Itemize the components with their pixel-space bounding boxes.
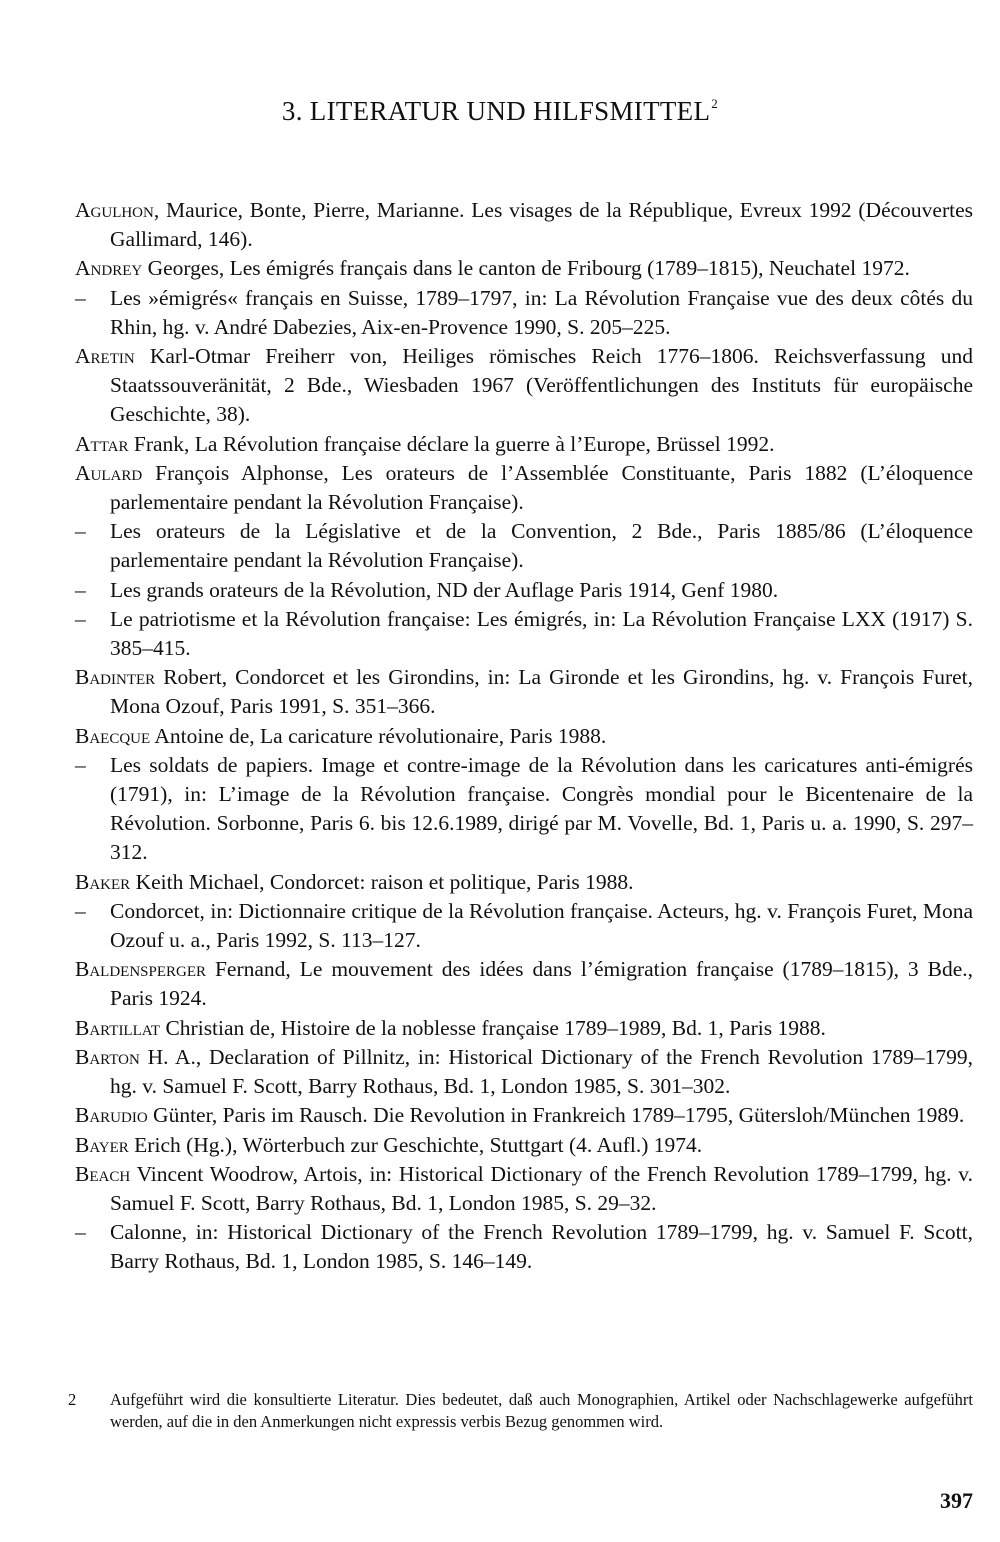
bibliography-subentry [75,1218,973,1276]
entry-text: Fernand, Le mouvement des idées dans l’émigration française (1789–1815), 3 Bde., Paris 1924. [110,957,973,1011]
bibliography-entry [75,254,973,283]
entry-text: , Maurice, Bonte, Pierre, Marianne. Les visages de la République, Evreux 1992 (Découvertes Gallimard, 146). [110,198,973,252]
subentry-dash: – [75,577,86,602]
bibliography-entry [75,955,973,1013]
entry-text: Calonne, in: Historical Dictionary of the French Revolution 1789–1799, hg. v. Samuel F. Scott, Barry Rothaus, Bd. 1, London 1985, S. 146–149. [110,1220,973,1274]
entry-text: Les »émigrés« français en Suisse, 1789–1797, in: La Révolution Française vue des deux côtés du Rhin, hg. v. André Dabezies, Aix-en-Provence 1990, S. 205–225. [110,285,973,339]
entry-text: Les soldats de papiers. Image et contre-image de la Révolution dans les caricatures anti-émigrés (1791), in: L’image de la Révolution française. Congrès mondial pour le Bicentenaire de la Révolution. Sorbonne, Paris 6. bis 12.6.1989, dirigé par M. Vovelle, Bd. 1, Paris u. a. 1990, S. 297–312. [110,752,973,865]
bibliography-entry [75,663,973,721]
bibliography-subentry [75,284,973,342]
subentry-dash: – [75,285,86,310]
bibliography-entry [75,1043,973,1101]
footnote-reference: 2 [711,96,719,111]
bibliography-entry [75,1101,973,1130]
bibliography-subentry [75,605,973,663]
section-heading [0,96,1000,127]
entry-author: Agulhon [75,198,154,222]
entry-author: Beach [75,1161,131,1186]
subentry-dash: – [75,752,86,777]
bibliography-entry [75,722,973,751]
entry-author: Barudio [75,1103,148,1128]
entry-author: Aretin [75,344,135,369]
entry-text: Günter, Paris im Rausch. Die Revolution in Frankreich 1789–1795, Gütersloh/München 1989. [147,1103,965,1128]
footnote-number: 2 [68,1390,77,1409]
bibliography-entry [75,1014,973,1043]
entry-text: Vincent Woodrow, Artois, in: Historical Dictionary of the French Revolution 1789–1799, hg. v. Samuel F. Scott, Barry Rothaus, Bd. 1, London 1985, S. 29–32. [110,1161,973,1215]
bibliography-subentry [75,517,973,575]
subentry-dash: – [75,519,86,544]
entry-text: Frank, La Révolution française déclare la guerre à l’Europe, Brüssel 1992. [128,431,775,456]
bibliography-entry [75,868,973,897]
entry-text: Les grands orateurs de la Révolution, ND der Auflage Paris 1914, Genf 1980. [110,577,779,602]
entry-text: Les orateurs de la Législative et de la Convention, 2 Bde., Paris 1885/86 (L’éloquence parlementaire pendant la Révolution Française). [110,519,973,573]
bibliography-entry [75,430,973,459]
entry-text: Erich (Hg.), Wörterbuch zur Geschichte, Stuttgart (4. Aufl.) 1974. [128,1132,703,1157]
entry-text: Christian de, Histoire de la noblesse française 1789–1989, Bd. 1, Paris 1988. [160,1015,826,1040]
bibliography-subentry [75,576,973,605]
bibliography-entry [75,342,973,430]
bibliography-list [75,196,973,1277]
entry-author: Aulard [75,460,143,485]
entry-text: Keith Michael, Condorcet: raison et politique, Paris 1988. [130,869,634,894]
footnote-text: Aufgeführt wird die konsultierte Literatur. Dies bedeutet, daß auch Monographien, Artikel oder Nachschlagewerke aufgeführt werden, auf die in den Anmerkungen nicht expressis verbis Bezug genommen wird. [110,1390,973,1431]
entry-text: Georges, Les émigrés français dans le canton de Fribourg (1789–1815), Neuchatel 1972. [142,256,910,281]
section-title: 3. LITERATUR UND HILFSMITTEL [281,96,711,126]
entry-author: Baecque [75,723,151,748]
bibliography-subentry [75,897,973,955]
entry-text: Antoine de, La caricature révolutionaire, Paris 1988. [150,723,607,748]
entry-author: Bartillat [75,1015,161,1040]
entry-author: Baldensperger [75,957,207,982]
entry-text: Condorcet, in: Dictionnaire critique de la Révolution française. Acteurs, hg. v. François Furet, Mona Ozouf u. a., Paris 1992, S. 113–127. [110,898,973,953]
bibliography-entry [75,1160,973,1218]
entry-author: Baker [75,869,131,894]
bibliography-subentry [75,751,973,868]
subentry-dash: – [75,606,86,631]
entry-author: Bayer [75,1132,129,1157]
bibliography-entry [75,459,973,517]
entry-text: Karl-Otmar Freiherr von, Heiliges römisches Reich 1776–1806. Reichsverfassung und Staatssouveränität, 2 Bde., Wiesbaden 1967 (Veröffentlichungen des Instituts für europäische Geschichte, 38). [110,344,973,427]
subentry-dash: – [75,1220,86,1245]
entry-text: H. A., Declaration of Pillnitz, in: Historical Dictionary of the French Revolution 1789–1799, hg. v. Samuel F. Scott, Barry Rothaus, Bd. 1, London 1985, S. 301–302. [110,1044,973,1099]
entry-author: Barton [75,1044,140,1069]
page-number: 397 [940,1488,973,1513]
entry-author: Andrey [75,256,143,281]
footnote [68,1389,973,1433]
subentry-dash: – [75,898,86,923]
bibliography-entry [75,196,973,254]
bibliography-entry [75,1131,973,1160]
entry-author: Attar [75,431,129,456]
entry-text: Robert, Condorcet et les Girondins, in: La Gironde et les Girondins, hg. v. François Furet, Mona Ozouf, Paris 1991, S. 351–366. [110,665,973,719]
entry-text: François Alphonse, Les orateurs de l’Assemblée Constituante, Paris 1882 (L’éloquence parlementaire pendant la Révolution Française). [110,460,973,515]
entry-author: Badinter [75,665,156,690]
entry-text: Le patriotisme et la Révolution française: Les émigrés, in: La Révolution Française LXX (1917) S. 385–415. [110,606,973,661]
